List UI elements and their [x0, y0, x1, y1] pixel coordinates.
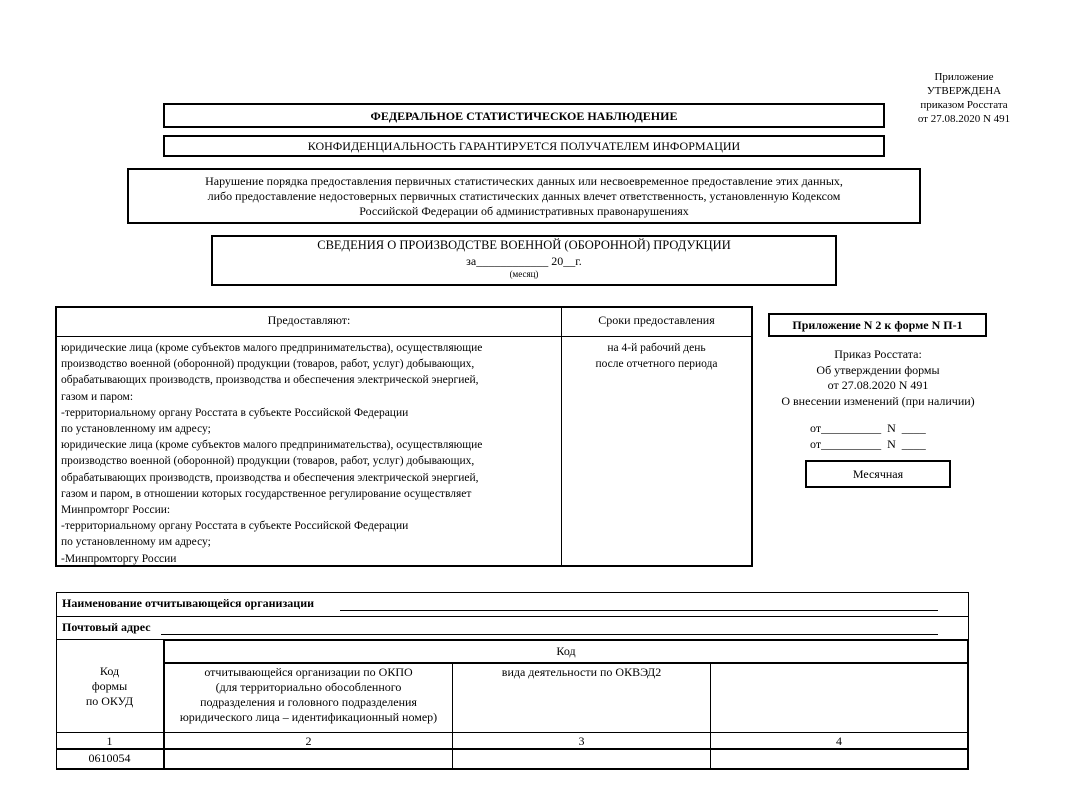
- report-period-field[interactable]: за____________ 20__г.: [466, 254, 582, 268]
- postal-address-field[interactable]: [161, 634, 938, 635]
- okved-label: вида деятельности по ОКВЭД2: [501, 665, 662, 679]
- table-border: [163, 639, 969, 641]
- confidentiality-notice: КОНФИДЕНЦИАЛЬНОСТЬ ГАРАНТИРУЕТСЯ ПОЛУЧАТЕЛЕМ ИНФОРМАЦИИ: [163, 135, 885, 157]
- okud-label: Код формы по ОКУД: [85, 664, 134, 708]
- column-number: 3: [578, 734, 585, 748]
- submitters-header: Предоставляют:: [267, 313, 351, 327]
- federal-observation-title: ФЕДЕРАЛЬНОЕ СТАТИСТИЧЕСКОЕ НАБЛЮДЕНИЕ: [163, 103, 885, 128]
- okpo-label: отчитывающейся организации по ОКПО (для территориально обособленного подразделения и головного подразделения юридического лица – идентификационный номер): [179, 665, 438, 724]
- table-border: [56, 768, 969, 770]
- table-border: [967, 639, 969, 770]
- org-name-label: Наименование отчитывающейся организации: [62, 596, 315, 610]
- approval-stamp: Приложение УТВЕРЖДЕНА приказом Росстата от 27.08.2020 N 491: [917, 71, 1011, 125]
- periodicity-box: Месячная: [805, 460, 951, 488]
- submitters-table: [55, 306, 753, 567]
- report-title: СВЕДЕНИЯ О ПРОИЗВОДСТВЕ ВОЕННОЙ (ОБОРОННОЙ) ПРОДУКЦИИ: [317, 238, 731, 252]
- column-number: 1: [106, 734, 113, 748]
- rosstat-order-text: Приказ Росстата: Об утверждении формы от 27.08.2020 N 491 О внесении изменений (при наличии): [781, 347, 975, 408]
- header-divider: [57, 336, 751, 337]
- deadline-text: на 4-й рабочий день после отчетного периода: [595, 342, 718, 370]
- column-number: 2: [305, 734, 312, 748]
- org-name-field[interactable]: [340, 610, 938, 611]
- table-border: [56, 616, 969, 617]
- report-title-box: [211, 235, 837, 286]
- postal-address-label: Почтовый адрес: [62, 620, 151, 634]
- table-border: [56, 592, 969, 593]
- organization-table: [56, 592, 969, 770]
- code-header: Код: [556, 644, 576, 658]
- column-number: 4: [836, 734, 842, 748]
- column4-value-cell[interactable]: [711, 751, 967, 767]
- amendment-fields[interactable]: от__________ N ____ от__________ N ____: [810, 421, 926, 451]
- submitters-text: юридические лица (кроме субъектов малого предпринимательства), осуществляющие производство военной (оборонной) продукции (товаров, работ, услуг) добывающих, обрабатывающих производств, производства и обеспечения электрической энергией, газом и паром: -территориальному органу Росстата в субъекте Российской Федерации по установленному им адресу; юридические лица (кроме субъектов малого предпринимательства), осуществляющие производство военной (оборонной) продукции (товаров, работ, услуг) добывающих, обрабатывающих производств, производства и обеспечения электрической энергией, газом и паром, в отношении которых государственное регулирование осуществляет Минпромторг России: -территориальному органу Росстата в субъекте Российской Федерации по установленному им адресу; -Минпромторгу России: [61, 342, 483, 565]
- liability-warning: Нарушение порядка предоставления первичных статистических данных или несвоевременное предоставление этих данных, либо предоставление недостоверных первичных статистических данных влечет ответственность, установленную Кодексом Российской Федерации об административных правонарушениях: [127, 168, 921, 224]
- okud-code-value: 0610054: [88, 751, 131, 765]
- deadline-header: Сроки предоставления: [598, 313, 715, 327]
- okved-value-cell[interactable]: [453, 751, 710, 767]
- table-border: [56, 732, 969, 733]
- report-period-hint: (месяц): [509, 269, 539, 279]
- table-border: [163, 662, 969, 664]
- okpo-value-cell[interactable]: [165, 751, 452, 767]
- form-appendix-label: Приложение N 2 к форме N П-1: [768, 313, 987, 337]
